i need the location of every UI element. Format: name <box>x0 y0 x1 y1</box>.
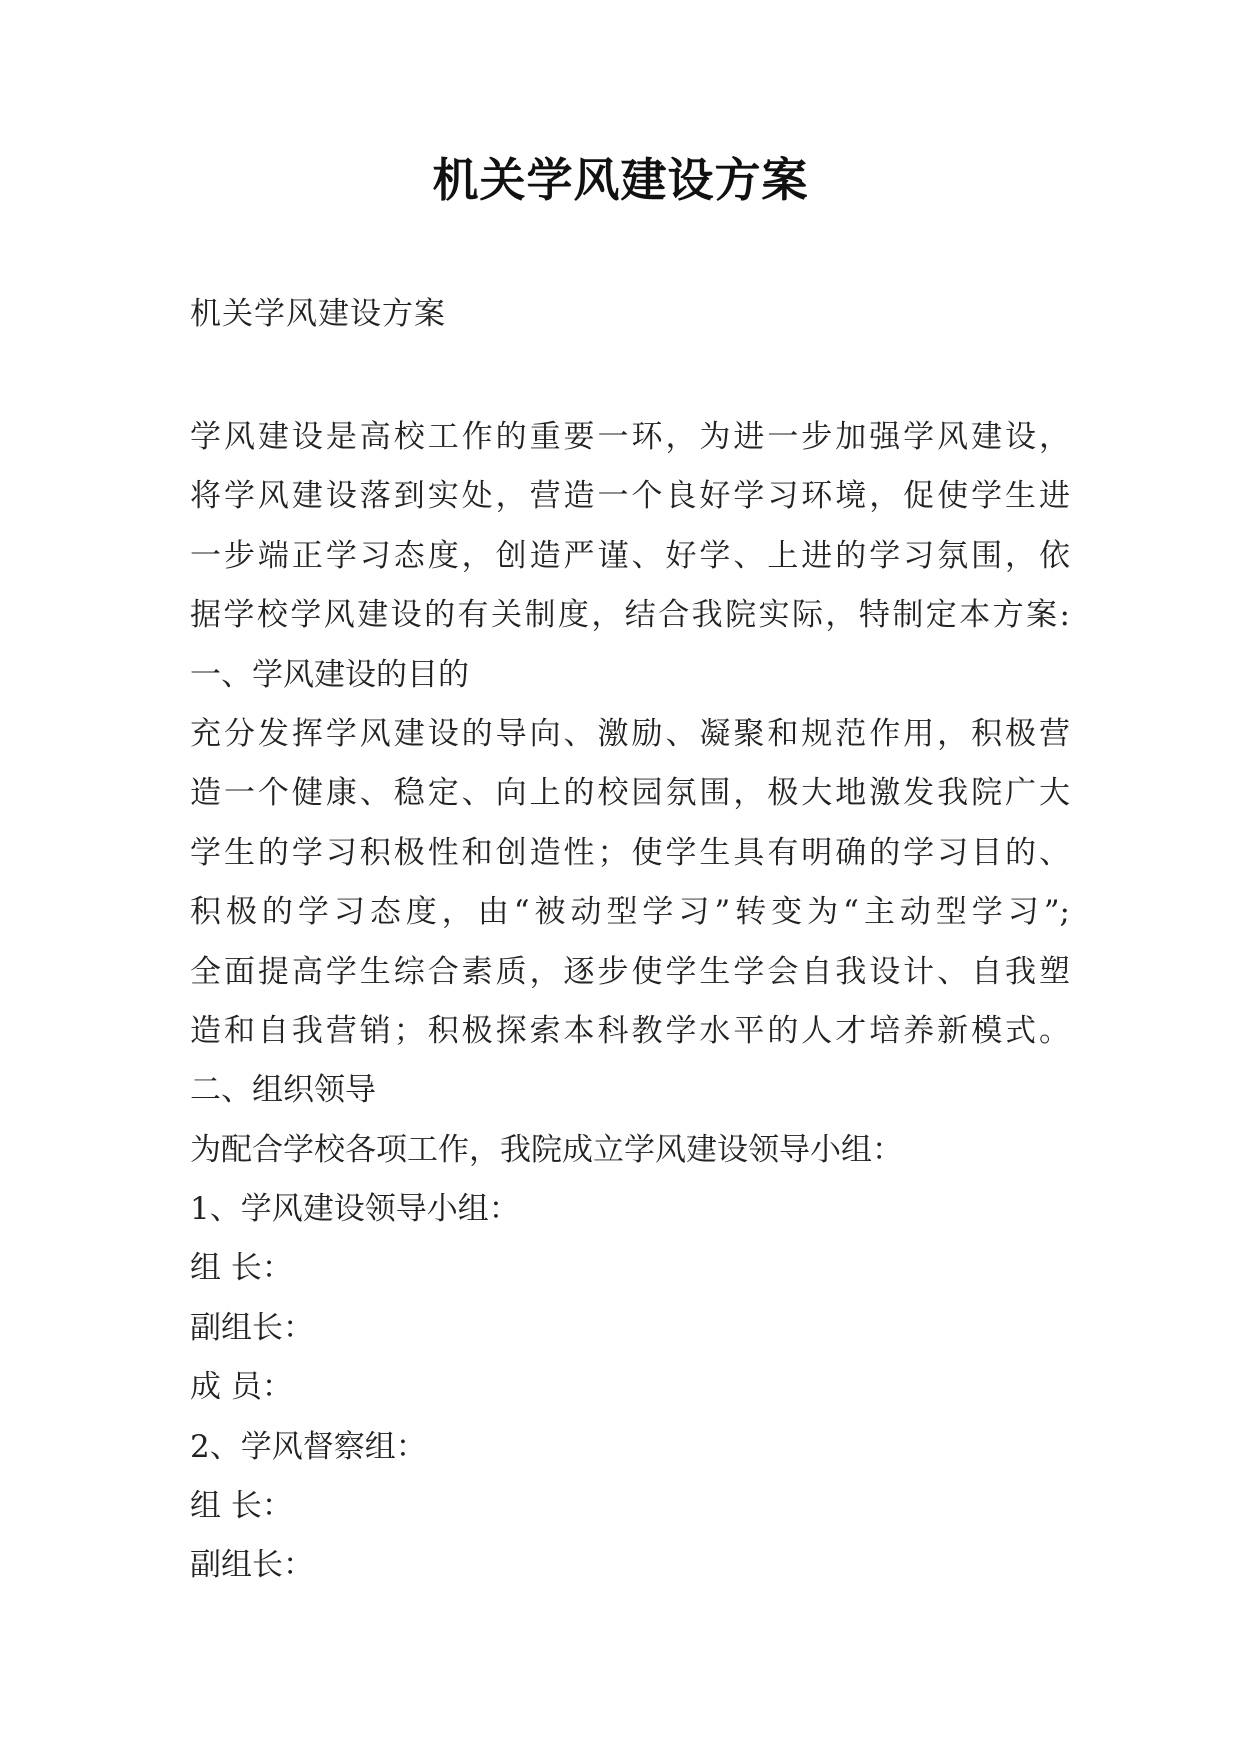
role-field: 副组长： <box>190 1309 314 1346</box>
document-subtitle: 机关学风建设方案 <box>190 296 446 332</box>
document-body <box>190 408 1070 1596</box>
role-field: 成 员： <box>190 1369 293 1406</box>
role-field: 组 长： <box>190 1488 293 1525</box>
body-line: 据学校学风建设的有关制度，结合我院实际，特制定本方案: <box>190 597 1070 634</box>
body-line: 为配合学校各项工作，我院成立学风建设领导小组： <box>190 1131 903 1168</box>
document-title: 机关学风建设方案 <box>432 153 809 207</box>
section-heading: 二、组织领导 <box>190 1072 376 1109</box>
body-line: 充分发挥学风建设的导向、激励、凝聚和规范作用，积极营 <box>190 715 1070 752</box>
role-field: 副组长： <box>190 1547 314 1584</box>
body-line: 造和自我营销；积极探索本科教学水平的人才培养新模式。 <box>190 1012 1070 1049</box>
list-item: 1、学风建设领导小组： <box>190 1191 520 1228</box>
section-heading: 一、学风建设的目的 <box>190 656 469 693</box>
body-line: 一步端正学习态度，创造严谨、好学、上进的学习氛围，依 <box>190 537 1070 574</box>
role-field: 组 长： <box>190 1250 293 1287</box>
body-line: 积极的学习态度，由“被动型学习”转变为“主动型学习”; <box>190 894 1070 931</box>
body-line: 全面提高学生综合素质，逐步使学生学会自我设计、自我塑 <box>190 953 1070 990</box>
body-line: 学风建设是高校工作的重要一环，为进一步加强学风建设， <box>190 419 1070 455</box>
body-line: 将学风建设落到实处，营造一个良好学习环境，促使学生进 <box>190 478 1070 515</box>
list-item: 2、学风督察组： <box>190 1428 427 1465</box>
body-line: 学生的学习积极性和创造性；使学生具有明确的学习目的、 <box>190 834 1070 871</box>
body-line: 造一个健康、稳定、向上的校园氛围，极大地激发我院广大 <box>190 775 1070 812</box>
